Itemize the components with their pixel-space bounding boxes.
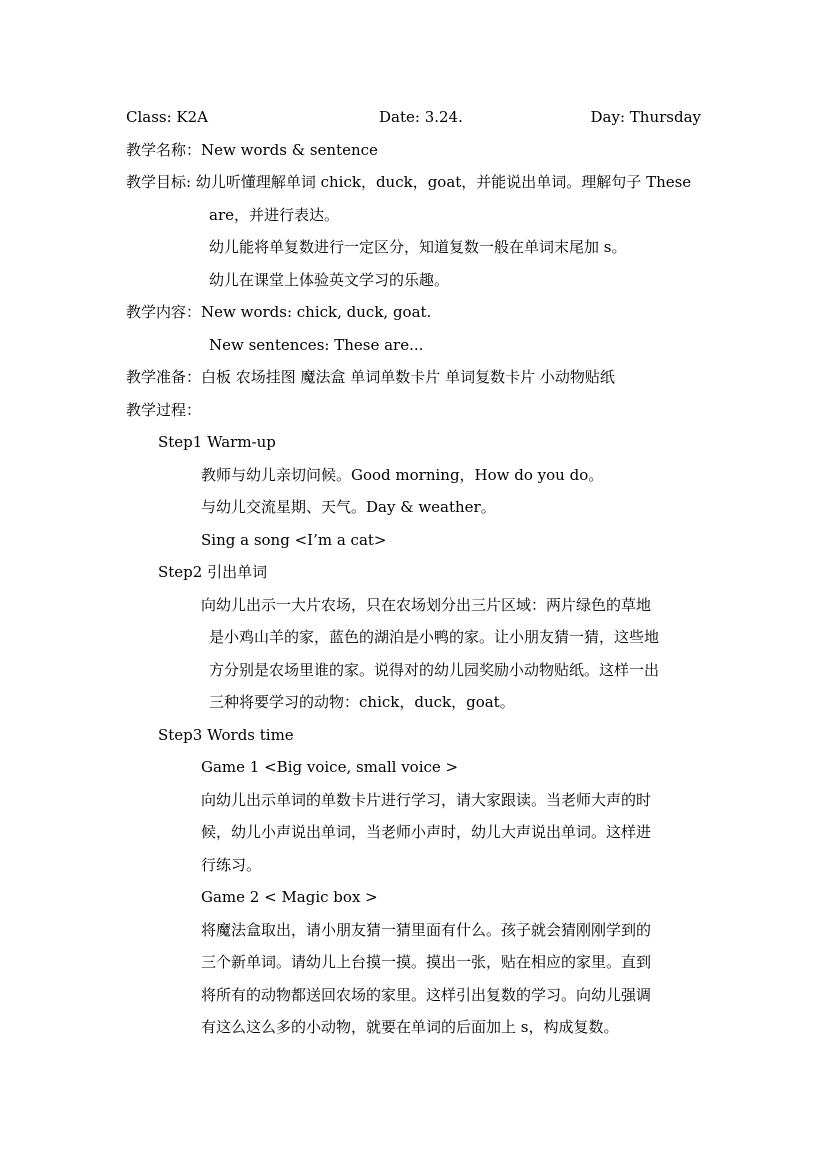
game1-line-1: 向幼儿出示单词的单数卡片进行学习，请大家跟读。当老师大声的时 [201, 791, 652, 809]
step2-title: Step2 引出单词 [158, 563, 268, 581]
game1-title: Game 1 <Big voice, small voice > [201, 758, 459, 776]
day-label: Day: Thursday [590, 108, 701, 126]
game2-title: Game 2 < Magic box > [201, 888, 378, 906]
step1-title: Step1 Warm-up [158, 433, 276, 451]
process-heading: 教学过程： [126, 401, 202, 419]
step1-line-3: Sing a song <I’m a cat> [201, 531, 387, 549]
game2-line-3: 将所有的动物都送回农场的家里。这样引出复数的学习。向幼儿强调 [201, 986, 652, 1004]
game2-line-4: 有这么这么多的小动物，就要在单词的后面加上 s，构成复数。 [201, 1018, 619, 1036]
lesson-name: 教学名称：New words & sentence [126, 141, 378, 159]
goals-line-3: 幼儿能将单复数进行一定区分，知道复数一般在单词末尾加 s。 [209, 238, 627, 256]
content-line-2: New sentences: These are... [209, 336, 424, 354]
step2-line-2: 是小鸡山羊的家，蓝色的湖泊是小鸭的家。让小朋友猜一猜，这些地 [209, 628, 660, 646]
game1-line-3: 行练习。 [201, 856, 262, 874]
goals-line-1: 教学目标: 幼儿听懂理解单词 chick，duck，goat，并能说出单词。理解句子 These [126, 173, 692, 191]
step2-line-1: 向幼儿出示一大片农场，只在农场划分出三片区域：两片绿色的草地 [201, 596, 652, 614]
step1-line-1: 教师与幼儿亲切问候。Good morning，How do you do。 [201, 466, 604, 484]
game2-line-1: 将魔法盒取出，请小朋友猜一猜里面有什么。孩子就会猜刚刚学到的 [201, 921, 652, 939]
goals-line-4: 幼儿在课堂上体验英文学习的乐趣。 [209, 271, 450, 289]
content-line-1: 教学内容：New words: chick, duck, goat. [126, 303, 432, 321]
step2-line-3: 方分别是农场里谁的家。说得对的幼儿园奖励小动物贴纸。这样一出 [209, 661, 660, 679]
step3-title: Step3 Words time [158, 726, 294, 744]
date-label: Date: 3.24. [379, 108, 463, 126]
class-label: Class: K2A [126, 108, 209, 126]
step1-line-2: 与幼儿交流星期、天气。Day & weather。 [201, 498, 496, 516]
game2-line-2: 三个新单词。请幼儿上台摸一摸。摸出一张，贴在相应的家里。直到 [201, 953, 652, 971]
goals-line-2: are，并进行表达。 [209, 206, 339, 224]
preparation-line: 教学准备：白板 农场挂图 魔法盒 单词单数卡片 单词复数卡片 小动物贴纸 [126, 368, 615, 386]
step2-line-4: 三种将要学习的动物：chick，duck，goat。 [209, 693, 515, 711]
game1-line-2: 候，幼儿小声说出单词，当老师小声时，幼儿大声说出单词。这样进 [201, 823, 652, 841]
